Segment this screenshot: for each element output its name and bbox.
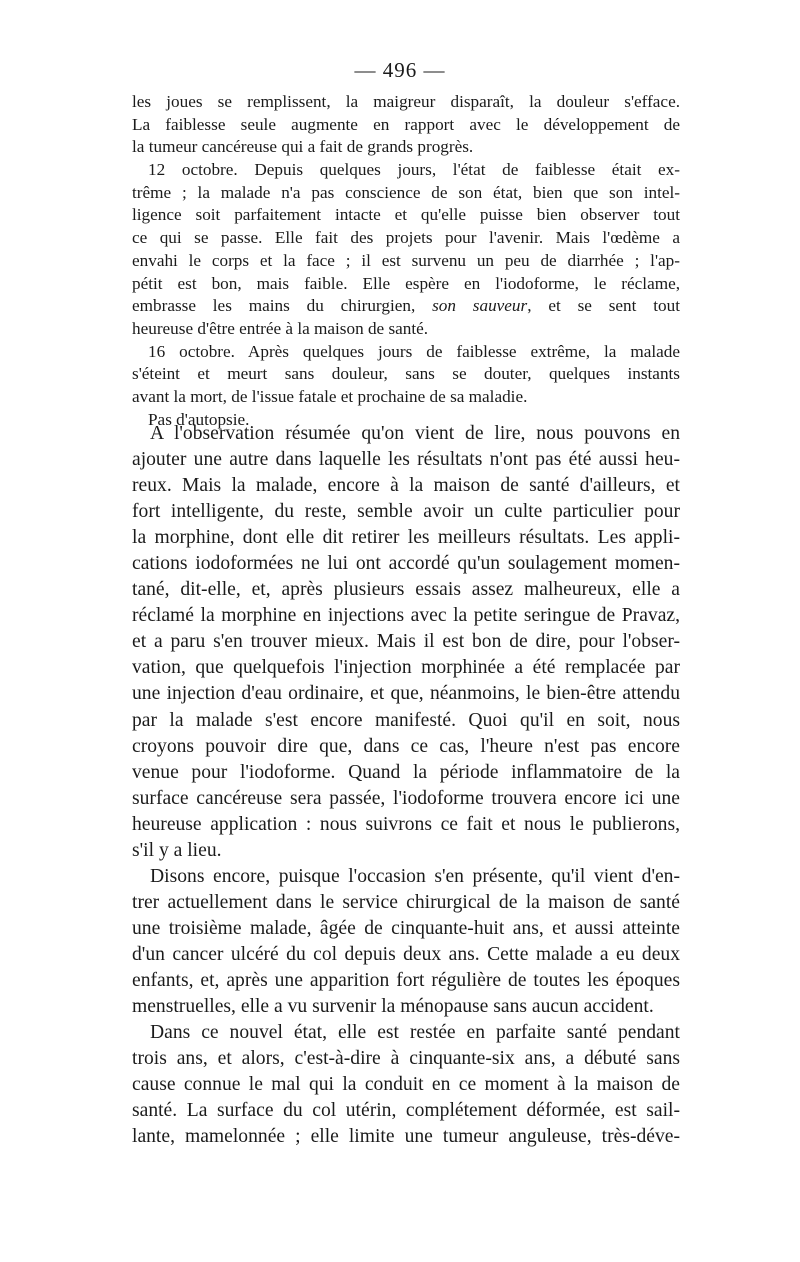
text-line: menstruelles, elle a vu survenir la ménopause sans aucun accident. — [132, 996, 654, 1018]
text-line: une troisième malade, âgée de cinquante-huit ans, et aussi atteinte — [132, 917, 680, 939]
small-print-section — [132, 91, 680, 431]
text-line: heureuse application : nous suivrons ce fait et nous le publierons, — [132, 813, 680, 835]
text-line: la tumeur cancéreuse qui a fait de grands progrès. — [132, 137, 474, 157]
main-text-section — [132, 421, 680, 1150]
text-line: santé. La surface du col utérin, complétement déformée, est sail- — [132, 1100, 680, 1122]
text-run: , et se sent tout — [527, 296, 680, 316]
text-line: croyons pouvoir dire que, dans ce cas, l'heure n'est pas encore — [132, 735, 680, 757]
text-line: A l'observation résumée qu'on vient de lire, nous pouvons en — [150, 423, 680, 444]
text-line: tané, dit-elle, et, après plusieurs essais assez malheureux, elle a — [132, 579, 680, 601]
text-line: trême ; la malade n'a pas conscience de son état, bien que son intel- — [132, 182, 680, 202]
text-line: vation, que quelquefois l'injection morphinée a été remplacée par — [132, 657, 680, 679]
text-line: Pas d'autopsie. — [148, 409, 250, 429]
text-line: par la malade s'est encore manifesté. Quoi qu'il en soit, nous — [132, 709, 680, 731]
text-line: les joues se remplissent, la maigreur disparaît, la douleur s'efface. — [132, 92, 680, 111]
text-line: surface cancéreuse sera passée, l'iodoforme trouvera encore ici une — [132, 787, 680, 809]
text-line: une injection d'eau ordinaire, et que, néanmoins, le bien-être attendu — [132, 683, 680, 705]
text-line: 16 octobre. Après quelques jours de faiblesse extrême, la malade — [148, 341, 680, 361]
text-line: venue pour l'iodoforme. Quand la période inflammatoire de la — [132, 761, 680, 783]
text-line: lante, mamelonnée ; elle limite une tumeur anguleuse, très-déve- — [132, 1126, 680, 1148]
text-line: et a paru s'en trouver mieux. Mais il est bon de dire, pour l'obser- — [132, 631, 680, 653]
text-line: heureuse d'être entrée à la maison de santé. — [132, 318, 429, 338]
text-line: ligence soit parfaitement intacte et qu'elle puisse bien observer tout — [132, 205, 680, 225]
text-line: Dans ce nouvel état, elle est restée en parfaite santé pendant — [150, 1022, 680, 1044]
page-number: — 496 — — [354, 58, 446, 82]
text-line: fort intelligente, du reste, semble avoir un culte particulier pour — [132, 501, 680, 523]
italic-text: son sauveur — [432, 296, 528, 316]
text-line: s'éteint et meurt sans douleur, sans se douter, quelques instants — [132, 364, 680, 384]
text-line — [132, 295, 680, 318]
text-line: ce qui se passe. Elle fait des projets pour l'avenir. Mais l'œdème a — [132, 228, 680, 248]
text-line: trer actuellement dans le service chirurgical de la maison de santé — [132, 891, 680, 913]
text-line: trois ans, et alors, c'est-à-dire à cinquante-six ans, a débuté sans — [132, 1048, 680, 1070]
text-line: réclamé la morphine en injections avec la petite seringue de Pravaz, — [132, 605, 680, 627]
text-line: d'un cancer ulcéré du col depuis deux ans. Cette malade a eu deux — [132, 943, 680, 965]
text-line: s'il y a lieu. — [132, 839, 222, 861]
text-line: pétit est bon, mais faible. Elle espère en l'iodoforme, le réclame, — [132, 273, 680, 293]
text-line: la morphine, dont elle dit retirer les meilleurs résultats. Les appli- — [132, 527, 680, 549]
text-line: envahi le corps et la face ; il est survenu un peu de diarrhée ; l'ap- — [132, 250, 680, 270]
text-line: enfants, et, après une apparition fort régulière de toutes les époques — [132, 969, 680, 991]
text-line: cations iodoformées ne lui ont accordé qu'un soulagement momen- — [132, 553, 680, 575]
text-run: embrasse les mains du chirurgien, — [132, 296, 433, 316]
text-line: reux. Mais la malade, encore à la maison de santé d'ailleurs, et — [132, 475, 680, 497]
text-line: 12 octobre. Depuis quelques jours, l'état de faiblesse était ex- — [148, 160, 680, 180]
text-line: cause connue le mal qui la conduit en ce moment à la maison de — [132, 1074, 680, 1096]
text-line: La faiblesse seule augmente en rapport avec le développement de — [132, 114, 680, 134]
text-line: ajouter une autre dans laquelle les résultats n'ont pas été aussi heu- — [132, 449, 680, 471]
text-line: Disons encore, puisque l'occasion s'en présente, qu'il vient d'en- — [150, 865, 680, 887]
text-line: avant la mort, de l'issue fatale et prochaine de sa maladie. — [132, 386, 528, 406]
